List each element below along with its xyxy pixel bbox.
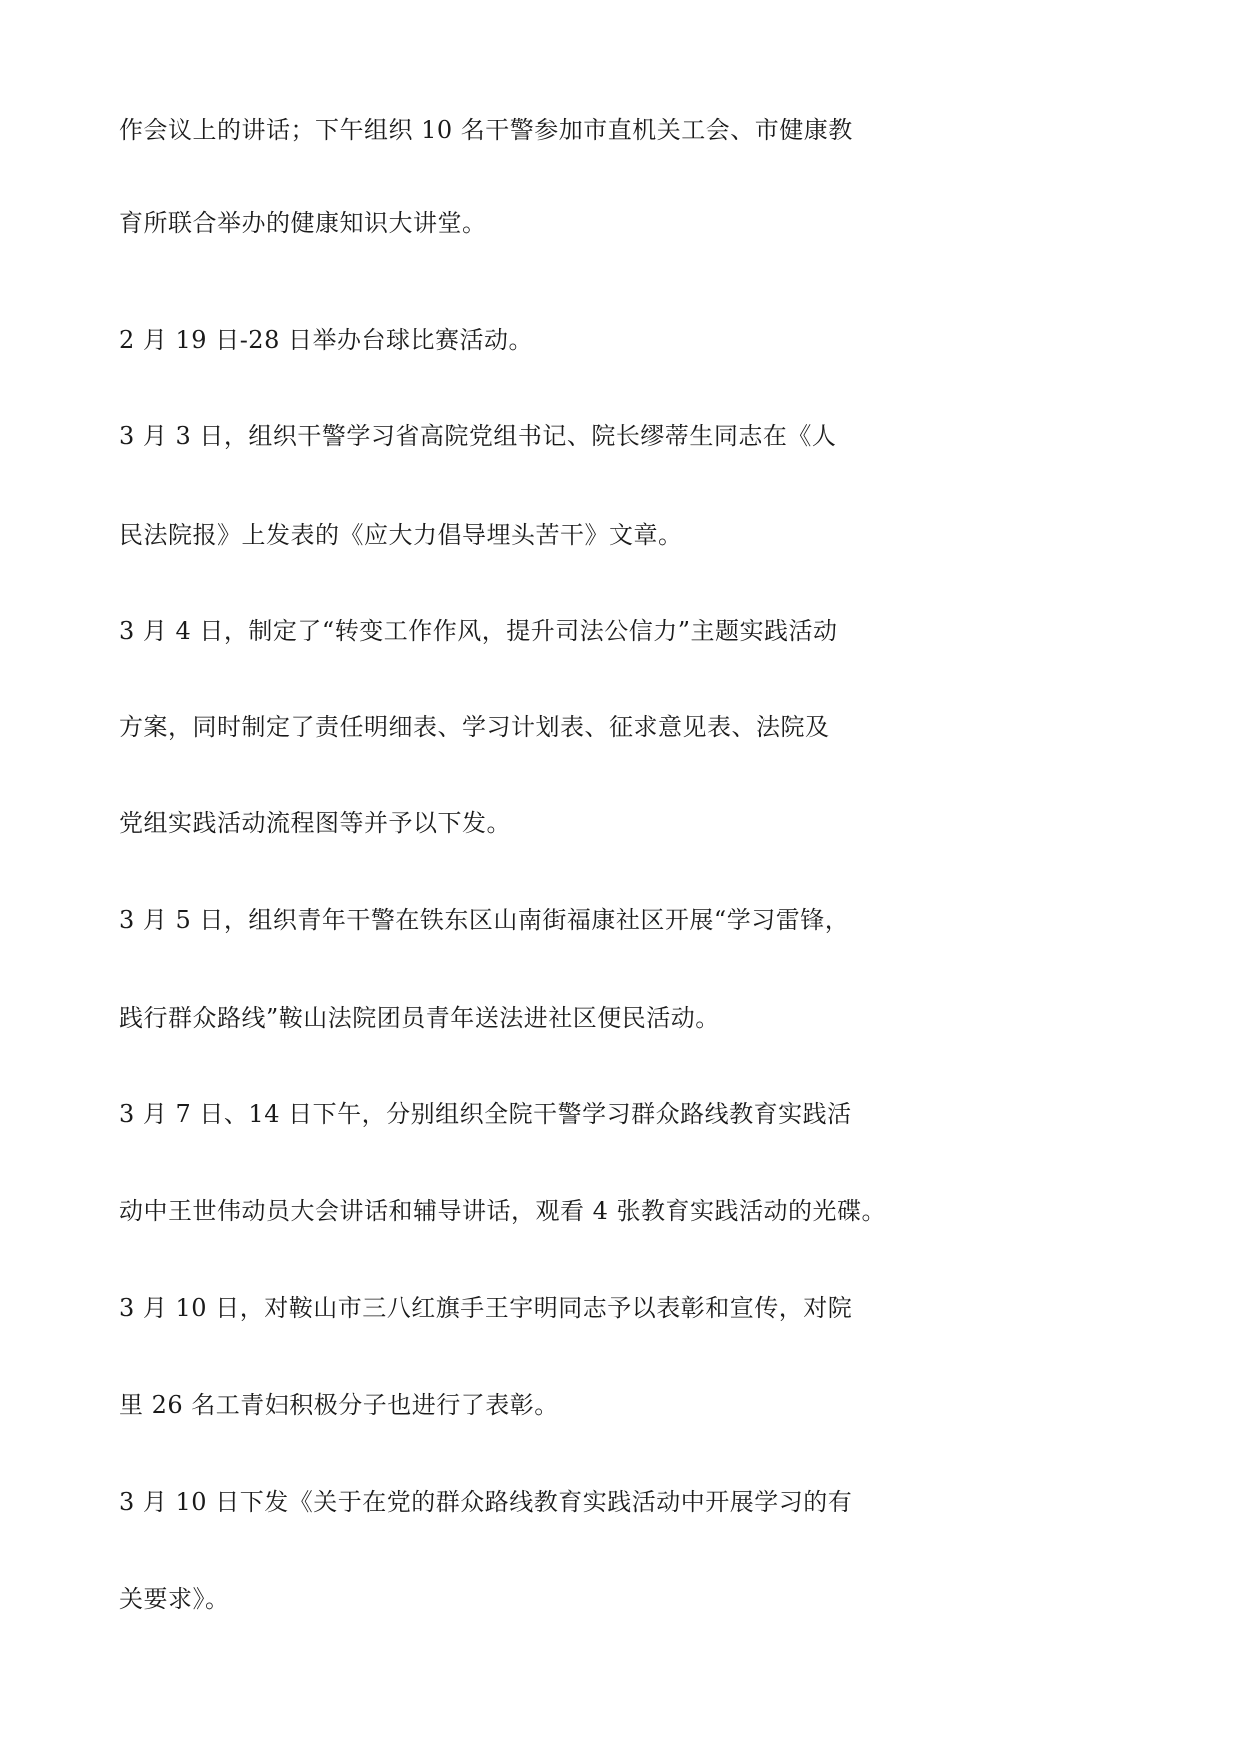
text-line: 关要求》。 [119,1585,230,1613]
text-line: 3 月 10 日，对鞍山市三八红旗手王宇明同志予以表彰和宣传，对院 [119,1294,853,1322]
text-line: 动中王世伟动员大会讲话和辅导讲话，观看 4 张教育实践活动的光碟。 [119,1197,887,1225]
text-line: 2 月 19 日-28 日举办台球比赛活动。 [119,326,533,354]
text-line: 育所联合举办的健康知识大讲堂。 [119,209,487,237]
text-line: 民法院报》上发表的《应大力倡导埋头苦干》文章。 [119,521,683,549]
text-line: 3 月 5 日，组织青年干警在铁东区山南街福康社区开展“学习雷锋， [119,906,850,934]
text-line: 方案，同时制定了责任明细表、学习计划表、征求意见表、法院及 [119,713,830,741]
text-line: 3 月 7 日、14 日下午，分别组织全院干警学习群众路线教育实践活 [119,1100,852,1128]
text-line: 党组实践活动流程图等并予以下发。 [119,809,511,837]
text-line: 3 月 10 日下发《关于在党的群众路线教育实践活动中开展学习的有 [119,1488,853,1516]
text-line: 里 26 名工青妇积极分子也进行了表彰。 [119,1391,559,1419]
text-line: 践行群众路线”鞍山法院团员青年送法进社区便民活动。 [119,1004,720,1032]
text-line: 3 月 3 日，组织干警学习省高院党组书记、院长缪蒂生同志在《人 [119,422,837,450]
text-line: 作会议上的讲话；下午组织 10 名干警参加市直机关工会、市健康教 [119,116,853,144]
text-line: 3 月 4 日，制定了“转变工作作风，提升司法公信力”主题实践活动 [119,617,838,645]
